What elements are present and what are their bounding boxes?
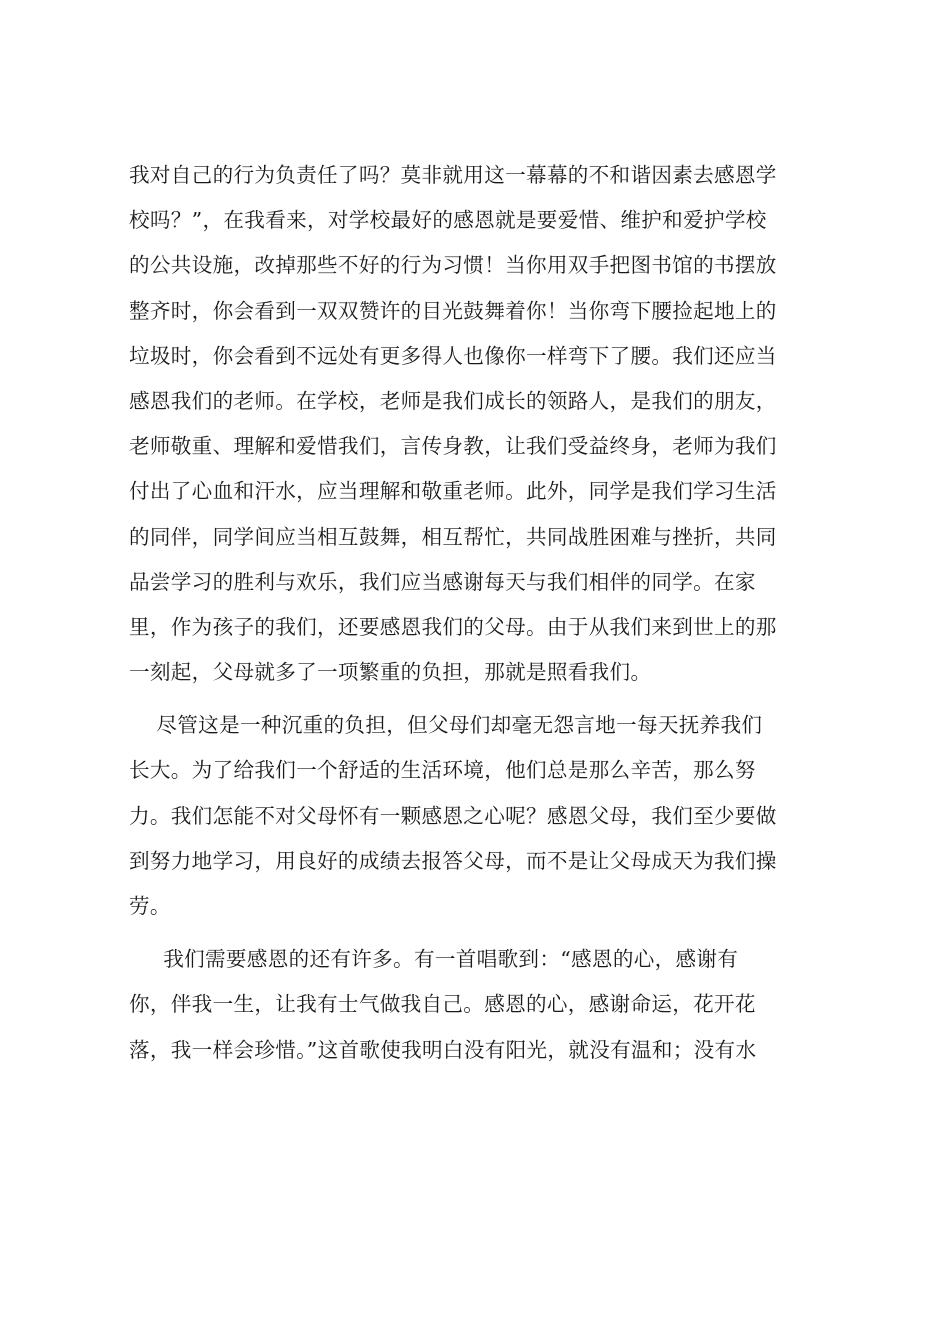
text-line: 尽管这是一种沉重的负担，但父母们却毫无怨言地一每天抚养我们: [129, 713, 763, 738]
text-line: 长大。为了给我们一个舒适的生活环境，他们总是那么辛苦，那么努: [129, 758, 756, 783]
text-line: 劳。: [129, 894, 171, 918]
text-line: 你，伴我一生，让我有士气做我自己。感恩的心，感谢命运，花开花: [129, 992, 756, 1017]
text-line: 我对自己的行为负责任了吗？莫非就用这一幕幕的不和谐因素去感恩学: [129, 163, 777, 187]
text-line: 品尝学习的胜利与欢乐，我们应当感谢每天与我们相伴的同学。在家: [129, 569, 756, 594]
text-line: 老师敬重、理解和爱惜我们，言传身教，让我们受益终身，老师为我们: [129, 434, 777, 459]
text-line: 一刻起，父母就多了一项繁重的负担，那就是照看我们。: [129, 660, 652, 685]
text-line: 到努力地学习，用良好的成绩去报答父母，而不是让父母成天为我们操: [129, 848, 777, 873]
paragraph-1: [129, 153, 829, 695]
text-line: 的同伴，同学间应当相互鼓舞，相互帮忙，共同战胜困难与挫折，共同: [129, 524, 777, 549]
text-line: 落，我一样会珍惜。”这首歌使我明白没有阳光，就没有温和；没有水: [129, 1037, 757, 1062]
paragraph-gap: [129, 695, 829, 703]
text-line: 校吗？”，在我看来，对学校最好的感恩就是要爱惜、维护和爱护学校: [129, 208, 767, 233]
text-line: 垃圾时，你会看到不远处有更多得人也像你一样弯下了腰。我们还应当: [129, 343, 777, 368]
document-body: [129, 153, 829, 1073]
paragraph-3: [129, 937, 829, 1073]
text-line: 付出了心血和汗水，应当理解和敬重老师。此外，同学是我们学习生活: [129, 479, 777, 504]
paragraph-2: [129, 703, 829, 929]
text-line: 的公共设施，改掉那些不好的行为习惯！当你用双手把图书馆的书摆放: [129, 253, 777, 278]
text-line: 我们需要感恩的还有许多。有一首唱歌到：“感恩的心，感谢有: [129, 947, 739, 972]
text-line: 里，作为孩子的我们，还要感恩我们的父母。由于从我们来到世上的那: [129, 614, 777, 639]
text-line: 力。我们怎能不对父母怀有一颗感恩之心呢？感恩父母，我们至少要做: [129, 803, 777, 828]
text-line: 感恩我们的老师。在学校，老师是我们成长的领路人，是我们的朋友，: [129, 388, 777, 413]
text-line: 整齐时，你会看到一双双赞许的目光鼓舞着你！当你弯下腰捡起地上的: [129, 298, 777, 323]
paragraph-gap: [129, 929, 829, 937]
